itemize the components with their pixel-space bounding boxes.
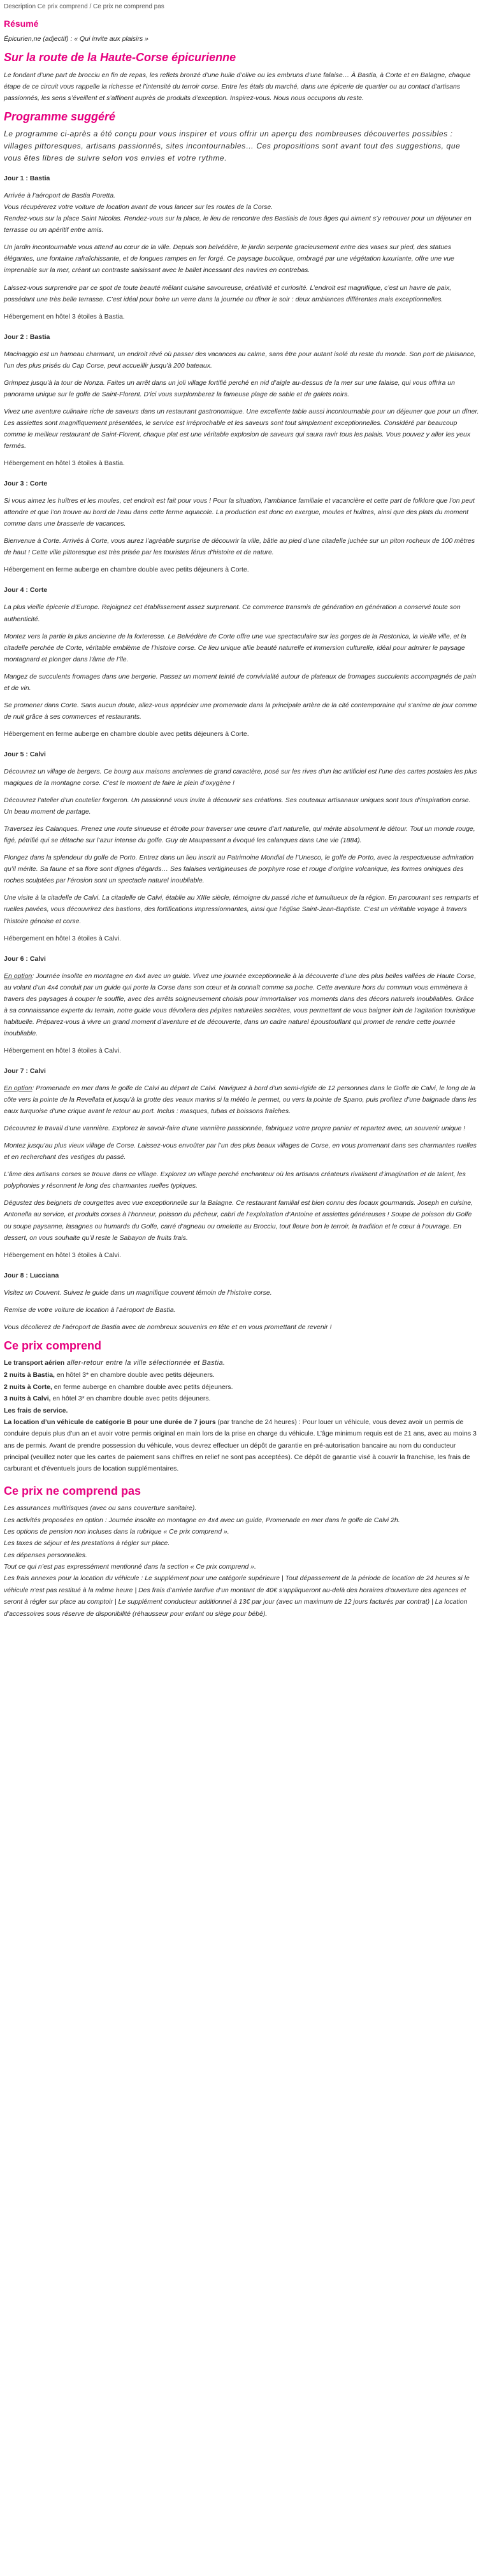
summary-intro: Le fondant d’une part de brocciu en fin de repas, les reflets bronzé d’une huile d’olive ou les embruns d’une falaise… À Bastia, à Corte et en Balagne, chaque étape de ce circuit vous rappelle la richesse et l’intensité du terroir corse. Entre les étals du marché, dans une épicerie de quartier ou au contact d’artisans passionnés, les sens s’éveillent et s’affinent auprès de produits d’exception. Inspirez-vous. Nous nous occupons du reste. (4, 71, 471, 102)
includes-night-bold: 2 nuits à Corte, (4, 1383, 52, 1391)
day-paragraph: Traversez les Calanques. Prenez une route sinueuse et étroite pour traverser une œuvre d’art naturelle, qui mérite absolument le détour. Tout un monde rouge, figé, pétrifié qui se détache sur l’azur intense du golfe. Guy de Maupassant a évoqué les calanques dans Une vie (1884). (4, 825, 475, 845)
day-paragraph: Plongez dans la splendeur du golfe de Porto. Entrez dans un lieu inscrit au Patrimoine Mondial de l’Unesco, le golfe de Porto, avec la respectueuse admiration qu’il mérite. Sa faune et sa flore sont dignes d’égards… Ses falaises vertigineuses de porphyre rose et rouge d’origine volcanique, les formes oniriques des roches sculptées par l’érosion sont un spectacle naturel inoubliable. (4, 854, 474, 885)
includes-car-bold: La location d’un véhicule de catégorie B pour une durée de 7 jours (4, 1418, 216, 1426)
day-accommodation: Hébergement en ferme auberge en chambre double avec petits déjeuners à Corte. (4, 730, 249, 738)
day-paragraph: Montez vers la partie la plus ancienne de la forteresse. Le Belvédère de Corte offre une vue spectaculaire sur les gorges de la Restonica, la vieille ville, et la citadelle perchée de Corte, véritable emblème de l’histoire corse. Ce lieu unique allie beauté naturelle et immersion culturelle, idéal pour admirer le paysage montagnard et plonger dans l’âme de l’île. (4, 632, 466, 663)
day-paragraph: Arrivée à l’aéroport de Bastia Poretta. Vous récupérerez votre voiture de location avant de vous lancer sur les routes de la Corse. Rendez-vous sur la place Saint Nicolas. Rendez-vous sur la place, le lieu de rencontre des Bastiais de tous âges qui aiment s’y retrouver pour un déjeuner en terrasse ou un apéritif entre amis. (4, 192, 472, 234)
day-title: Jour 1 : Bastia (4, 175, 50, 183)
day-paragraph: Découvrez le travail d’une vannière. Explorez le savoir-faire d’une vannière passionnée, fabriquez votre propre panier et repartez avec, un souvenir unique ! (4, 1125, 466, 1133)
day-paragraph (4, 970, 479, 1039)
program-intro: Le programme ci-après a été conçu pour vous inspirer et vous offrir un aperçu des nombreuses découvertes possibles : villages pittoresques, artisans passionnés, sites incontournables… Ces propositions sont avant tout des suggestions, que vous êtes libres de suivre selon vos envies et votre rythme. (4, 129, 461, 162)
day-block (4, 749, 479, 944)
includes-title: Ce prix comprend (4, 1339, 102, 1352)
day-paragraph: Une visite à la citadelle de Calvi. La citadelle de Calvi, établie au XIIIe siècle, témoigne du passé riche et tumultueux de la région. En parcourant ses remparts et ruelles pavées, vous découvrirez des bastions, des fortifications impressionnantes, ainsi que l’église Saint-Jean-Baptiste. C’est un véritable voyage à travers l’histoire génoise et corse. (4, 894, 479, 925)
day-paragraph: Vous décollerez de l’aéroport de Bastia avec de nombreux souvenirs en tête et en vous promettant de revenir ! (4, 1323, 332, 1331)
includes-car-rest: (par tranche de 24 heures) : Pour louer un véhicule, vous devez avoir un permis de conduire depuis plus d’un an et avoir votre permis original en main lors de la prise en charge du véhicule. L’âge minimum requis est de 21 ans, avec au moins 3 ans de permis. Avant de prendre possession du véhicule, vous devrez effectuer un dépôt de garantie en pré-autorisation bancaire au nom du conducteur principal (veuillez noter que les cartes de paiement sans chiffres en relief ne sont pas acceptées). Ce dépôt de garantie visé à couvrir la franchise, les frais de carburant et d’éventuels jours de location supplémentaires. (4, 1418, 477, 1473)
day-accommodation: Hébergement en hôtel 3 étoiles à Calvi. (4, 934, 121, 942)
includes-list (4, 1357, 479, 1475)
day-paragraph (4, 1083, 479, 1117)
day-accommodation: Hébergement en hôtel 3 étoiles à Bastia. (4, 459, 125, 468)
includes-fees-label: Les frais de service. (4, 1406, 68, 1414)
day-block (4, 953, 479, 1056)
route-title: Sur la route de la Haute-Corse épicurienne (4, 51, 236, 64)
summary-subtitle: Épicurien,ne (adjectif) : « Qui invite aux plaisirs » (4, 35, 149, 43)
day-block (4, 1270, 479, 1333)
summary-title: Résumé (4, 18, 39, 29)
excludes-title: Ce prix ne comprend pas (4, 1484, 141, 1497)
option-text: : Journée insolite en montagne en 4x4 avec un guide. Vivez une journée exceptionnelle à la découverte d’une des plus belles vallées de Haute Corse, au volant d’un 4x4 conduit par un guide qui porte la Corse dans son cœur et la connaît comme sa poche. Cette aventure hors du commun vous emmènera à travers des paysages à couper le souffle, avec des arrêts soigneusement choisis pour immortaliser vos moments dans des décors naturels inoubliables. Grâce à sa connaissance experte du terrain, notre guide vous dévoilera des pépites naturelles secrètes, vous permettant de vous baigner loin de l’agitation touristique habituelle. Préparez-vous à vivre un grand moment d’aventure et de découverte, dans un cadre naturel époustouflant qui promet de rendre cette journée inoubliable. (4, 972, 477, 1037)
page (4, 1, 479, 1620)
day-title: Jour 8 : Lucciana (4, 1271, 59, 1279)
includes-night-calvi (4, 1393, 479, 1404)
excludes-item: Les taxes de séjour et les prestations à régler sur place. (4, 1539, 170, 1548)
day-paragraph: Bienvenue à Corte. Arrivés à Corte, vous aurez l’agréable surprise de découvrir la ville, bâtie au pied d’une citadelle juchée sur un piton rocheux de 100 mètres de haut ! Cette ville pittoresque est très prisée par les touristes férus d’histoire et de nature. (4, 537, 475, 557)
program-section (4, 110, 479, 1333)
day-paragraph: Visitez un Couvent. Suivez le guide dans un magnifique couvent témoin de l’histoire corse. (4, 1288, 272, 1297)
option-text: : Promenade en mer dans le golfe de Calvi au départ de Calvi. Naviguez à bord d’un semi-rigide de 12 personnes dans le Golfe de Calvi, le long de la côte vers la pointe de la Revellata et jusqu’à la grotte des veaux marins si la météo le permet, ou vers la pointe de Spano, puis profitez d’une baignade dans les eaux turquoise d’une crique avant le retour au port. Inclus : masques, tubas et boissons fraîches. (4, 1084, 477, 1116)
summary-section (4, 18, 479, 104)
day-title: Jour 4 : Corte (4, 586, 48, 594)
excludes-item: Les options de pension non incluses dans la rubrique « Ce prix comprend ». (4, 1527, 229, 1536)
includes-transport-rest: aller-retour entre la ville sélectionnée et Bastia. (64, 1359, 226, 1367)
excludes-item: Les dépenses personnelles. (4, 1551, 87, 1559)
excludes-list (4, 1502, 479, 1620)
day-block (4, 331, 479, 469)
day-paragraph: Montez jusqu’au plus vieux village de Corse. Laissez-vous envoûter par l’un des plus beaux villages de Corse, en vous promenant dans ses charmantes ruelles et en recherchant des vestiges du passé. (4, 1142, 477, 1162)
day-block (4, 584, 479, 740)
day-paragraph: L’âme des artisans corses se trouve dans ce village. Explorez un village perché enchanteur où les artisans créateurs rivalisent d’imagination et de talent, les polyphonies y résonnent le long des charmantes ruelles typiques. (4, 1170, 466, 1190)
day-title: Jour 2 : Bastia (4, 333, 50, 341)
includes-night-bastia (4, 1369, 479, 1381)
day-title: Jour 3 : Corte (4, 480, 48, 488)
day-paragraph: Se promener dans Corte. Sans aucun doute, allez-vous apprécier une promenade dans la principale artère de la cité contemporaine qui s’anime de jour comme de nuit grâce à ses commerces et restaurants. (4, 701, 477, 721)
includes-transport (4, 1357, 479, 1369)
day-paragraph: Dégustez des beignets de courgettes avec vue exceptionnelle sur la Balagne. Ce restaurant familial est bien connu des locaux gourmands. Joseph en cuisine, Antonella au service, et produits corses à l’honneur, poisson du pêcheur, cabri de l’exploitation d’Antoine et assiettes généreuses ! Soupe de poisson du Golfe ou soupe paysanne, lasagnes ou humards du Golfe, carré d’agneau ou omelette au Brocciu, tout fleure bon le terroir, la tradition et le cœur à l’ouvrage. En dessert, on vous souhaite qu’il reste le Sabayon de fruits frais. (4, 1199, 473, 1242)
program-title: Programme suggéré (4, 110, 116, 123)
day-accommodation: Hébergement en hôtel 3 étoiles à Calvi. (4, 1251, 121, 1259)
includes-night-rest: en hôtel 3* en chambre double avec petits déjeuners. (50, 1395, 211, 1403)
days-list (4, 173, 479, 1333)
day-paragraph: Macinaggio est un hameau charmant, un endroit rêvé où passer des vacances au calme, sans être pour autant isolé du reste du monde. Son port de plaisance, l’un des plus prisés du Cap Corse, peut accueillir jusqu’à 200 bateaux. (4, 350, 476, 370)
day-paragraph: Mangez de succulents fromages dans une bergerie. Passez un moment teinté de convivialité autour de plateaux de fromages succulents accompagnés de pain et de vin. (4, 672, 477, 692)
excludes-item: Les activités proposées en option : Journée insolite en montagne en 4x4 avec un guide, Promenade en mer dans le golfe de Calvi 2h. (4, 1516, 400, 1524)
day-block (4, 173, 479, 322)
day-title: Jour 6 : Calvi (4, 954, 46, 963)
includes-night-corte (4, 1381, 479, 1393)
includes-night-rest: en hôtel 3* en chambre double avec petits déjeuners. (54, 1371, 215, 1379)
includes-section (4, 1339, 479, 1475)
day-title: Jour 7 : Calvi (4, 1067, 46, 1075)
excludes-item: Les frais annexes pour la location du véhicule : Le supplément pour une catégorie supérieure | Tout dépassement de la période de location de 24 heures si le véhicule n’est pas restitué à la même heure | Des frais d’arrivée tardive d’un montant de 40€ s’appliqueront au-delà des horaires d’ouverture des agences et seront à régler sur place au comptoir | Le supplément conducteur additionnel à 13€ par jour (avec un maximum de 12 jours facturés par contrat) | La location d’accessoires sous réserve de disponibilité (réhausseur pour enfant ou siège pour bébé). (4, 1574, 470, 1618)
includes-car (4, 1416, 479, 1475)
day-paragraph: Un jardin incontournable vous attend au cœur de la ville. Depuis son belvédère, le jardin serpente gracieusement entre des vases sur pied, des statues élégantes, une fontaine rafraîchissante, et de longues rampes en fer forgé. Ce paysage bucolique, ombragé par une végétation luxuriante, offre une vue imprenable sur la mer, créant un contraste saisissant avec le ballet incessant des navires en contrebas. (4, 243, 454, 275)
includes-night-bold: 3 nuits à Calvi, (4, 1395, 51, 1403)
day-paragraph: Laissez-vous surprendre par ce spot de toute beauté mêlant cuisine savoureuse, créativité et curiosité. L’endroit est magnifique, c’est un havre de paix, possédant une très belle terrasse. C’est idéal pour boire un verre dans la journée ou dîner le soir : deux ambiances différentes mais exceptionnelles. (4, 284, 452, 303)
day-title: Jour 5 : Calvi (4, 750, 46, 758)
day-paragraph: Remise de votre voiture de location à l’aéroport de Bastia. (4, 1306, 176, 1314)
day-paragraph: Grimpez jusqu’à la tour de Nonza. Faites un arrêt dans un joli village fortifié perché en nid d’aigle au-dessus de la mer sur une falaise, qui vous offrira un panorama unique sur le golfe de Saint-Florent. D’ici vous surplomberez la fameuse plage de sable et de galets noirs. (4, 378, 455, 398)
day-paragraph: La plus vieille épicerie d’Europe. Rejoignez cet établissement assez surprenant. Ce commerce transmis de génération en génération a conservé toute son authenticité. (4, 603, 461, 623)
includes-night-bold: 2 nuits à Bastia, (4, 1371, 55, 1379)
excludes-item: Les assurances multirisques (avec ou sans couverture sanitaire). (4, 1504, 197, 1513)
includes-fees (4, 1405, 479, 1416)
day-paragraph: Si vous aimez les huîtres et les moules, cet endroit est fait pour vous ! Pour la situation, l’ambiance familiale et vacancière et cette part de folklore que l’on peut attendre et que l’on trouve au bord de l’eau dans cette ferme aquacole. La production est donc en exergue, moules et huîtres, ainsi que des plats du moment comme dans une brasserie de vacances. (4, 497, 475, 528)
day-paragraph: Vivez une aventure culinaire riche de saveurs dans un restaurant gastronomique. Une excellente table aussi incontournable pour un déjeuner que pour un dîner. Les assiettes sont magnifiquement présentées, le service est irréprochable et les saveurs sont tout simplement exceptionnelles. Considéré par beaucoup comme le meilleur restaurant de Saint-Florent, chaque plat est une véritable explosion de saveurs qui saura ravir tous les palais. Vous pouvez y aller les yeux fermés. (4, 407, 479, 450)
excludes-item: Tout ce qui n’est pas expressément mentionné dans la section « Ce prix comprend ». (4, 1563, 256, 1571)
day-accommodation: Hébergement en hôtel 3 étoiles à Bastia. (4, 312, 125, 320)
page-top-label: Description Ce prix comprend / Ce prix ne comprend pas (4, 3, 164, 10)
day-block (4, 1065, 479, 1261)
day-paragraph: Découvrez l’atelier d’un coutelier forgeron. Un passionné vous invite à découvrir ses créations. Ses couteaux artisanaux uniques sont tous d’inspiration corse. Un beau moment de partage. (4, 796, 471, 816)
day-accommodation: Hébergement en hôtel 3 étoiles à Calvi. (4, 1046, 121, 1054)
day-paragraph: Découvrez un village de bergers. Ce bourg aux maisons anciennes de grand caractère, posé sur les rives d’un lac artificiel est l’une des cartes postales les plus magiques de la montagne corse. C’est le moment de faire le plein d’oxygène ! (4, 768, 477, 788)
day-accommodation: Hébergement en ferme auberge en chambre double avec petits déjeuners à Corte. (4, 566, 249, 574)
includes-transport-bold: Le transport aérien (4, 1359, 65, 1367)
day-block (4, 478, 479, 575)
excludes-section (4, 1484, 479, 1620)
option-label: En option (4, 972, 32, 980)
includes-night-rest: en ferme auberge en chambre double avec petits déjeuners. (52, 1383, 233, 1391)
option-label: En option (4, 1084, 32, 1093)
